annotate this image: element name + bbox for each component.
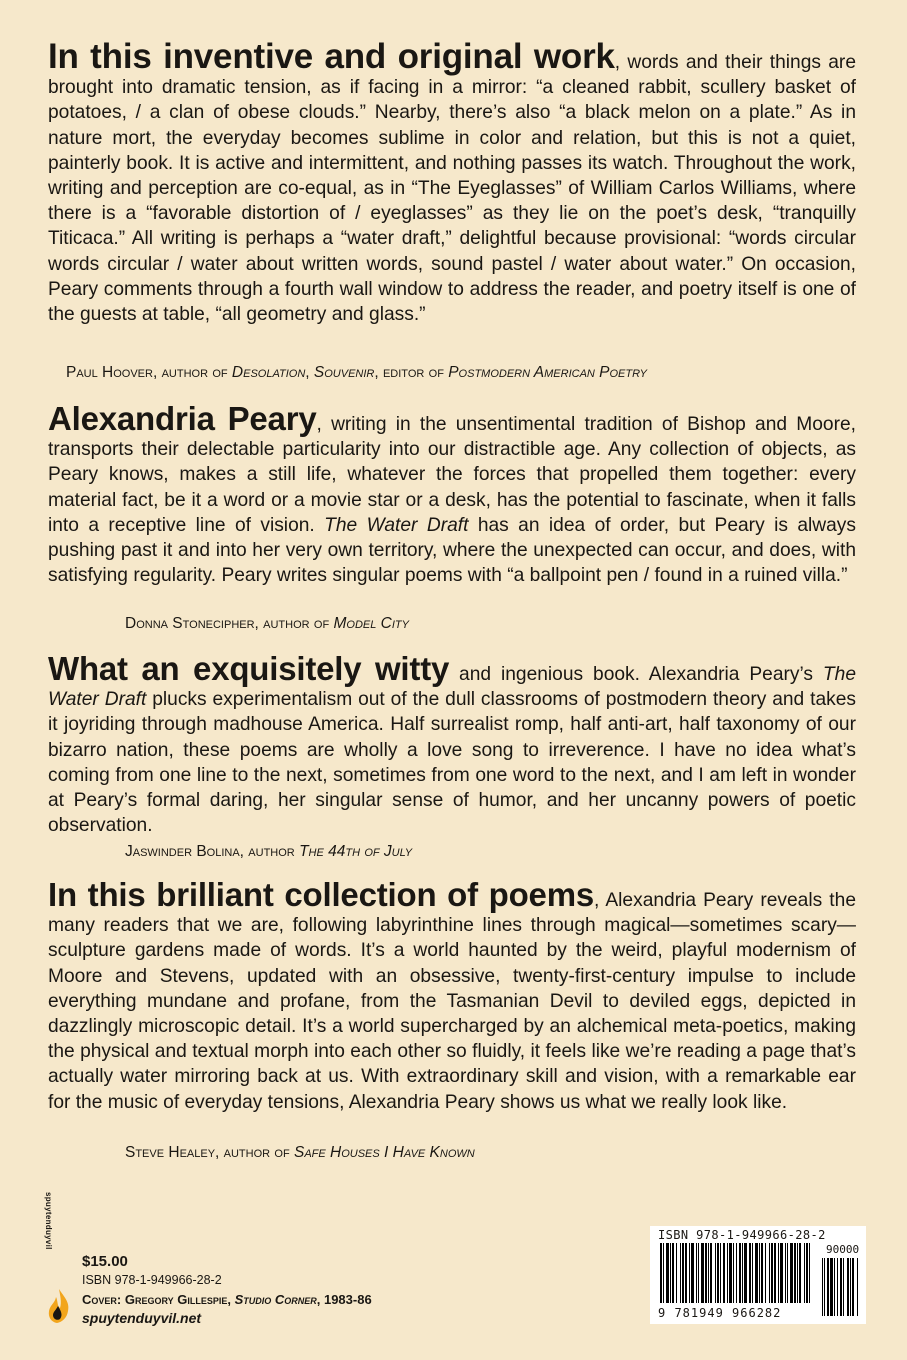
attr-1-work2: Souvenir bbox=[313, 364, 375, 381]
cover-years: , 1983-86 bbox=[316, 1292, 372, 1307]
blurb-4-lead: In this brilliant collection of poems bbox=[48, 876, 594, 913]
barcode-bar bbox=[729, 1243, 732, 1303]
barcode-bar bbox=[666, 1243, 669, 1303]
barcode-bar bbox=[736, 1243, 737, 1303]
barcode-bar bbox=[715, 1243, 716, 1303]
addon-bar bbox=[847, 1258, 849, 1316]
barcode-bar bbox=[698, 1243, 699, 1303]
addon-bar bbox=[840, 1258, 842, 1316]
barcode-bar bbox=[780, 1243, 783, 1303]
addon-bar bbox=[852, 1258, 854, 1316]
barcode-digits: 9 781949 966282 bbox=[658, 1306, 782, 1320]
addon-bar bbox=[827, 1258, 829, 1316]
barcode-bar bbox=[769, 1243, 770, 1303]
barcode-bar bbox=[676, 1243, 677, 1303]
barcode-bar bbox=[804, 1243, 805, 1303]
barcode-bar bbox=[809, 1243, 810, 1303]
publisher-info bbox=[82, 1252, 372, 1328]
attr-3-name: Jaswinder Bolina, author bbox=[125, 843, 300, 860]
addon-bar bbox=[834, 1258, 835, 1316]
blurb-3-title: The Water Draft bbox=[48, 664, 856, 711]
attr-4-work1: Safe Houses I Have Known bbox=[293, 1144, 475, 1161]
barcode-bar bbox=[663, 1243, 664, 1303]
attr-1-sep: , bbox=[305, 364, 314, 381]
barcode-bar bbox=[778, 1243, 779, 1303]
blurb-1-lead: In this inventive and original work bbox=[48, 37, 615, 76]
barcode-bar bbox=[799, 1243, 801, 1303]
blurb-2-body-a: , writing in the unsentimental tradition of Bishop and Moore, transports their delectable particularity into our distractible age. Any collection of objects, as Peary knows, makes a still life, whatever the forces that propelled them together: every material fact, be it a word or a movie star or a desk, has the potential to fascinate, when it falls into a receptive line of vision. bbox=[48, 414, 856, 536]
addon-bar bbox=[857, 1258, 858, 1316]
cover-label: Cover: Gregory Gillespie, bbox=[82, 1292, 235, 1307]
attr-1-work3: Postmodern American Poetry bbox=[448, 364, 647, 381]
cover-credit bbox=[82, 1290, 372, 1309]
barcode-bar bbox=[720, 1243, 721, 1303]
barcode-bar bbox=[794, 1243, 796, 1303]
blurb-1-attribution bbox=[66, 363, 647, 383]
publisher-logo-text: spuytenduyvil bbox=[44, 1192, 53, 1250]
barcode-bar bbox=[705, 1243, 707, 1303]
barcode-bar bbox=[806, 1243, 808, 1303]
blurb-2-attribution bbox=[125, 614, 409, 634]
addon-bar bbox=[824, 1258, 825, 1316]
blurb-3-body-a: and ingenious book. Alexandria Peary’s bbox=[449, 664, 823, 685]
attr-3-work1: The 44th of July bbox=[299, 843, 413, 860]
addon-bar bbox=[830, 1258, 833, 1316]
attr-2-name: Donna Stonecipher, author of bbox=[125, 615, 334, 632]
barcode-bar bbox=[755, 1243, 758, 1303]
isbn: ISBN 978-1-949966-28-2 bbox=[82, 1273, 222, 1287]
barcode-bar bbox=[733, 1243, 734, 1303]
barcode-bar bbox=[660, 1243, 662, 1303]
barcode-bar bbox=[701, 1243, 704, 1303]
addon-bar bbox=[822, 1258, 823, 1316]
barcode-bar bbox=[680, 1243, 681, 1303]
barcode-bar bbox=[759, 1243, 760, 1303]
blurb-2-lead: Alexandria Peary bbox=[48, 400, 317, 437]
blurb-3-body-b: plucks experimentalism out of the dull classrooms of postmodern theory and takes it joyriding through madhouse America. Half surrealist romp, half anti-art, half taxonomy of our bizarro nation, these poems are wholly a love song to irreverence. I have no idea what’s coming from one line to the next, sometimes from one word to the next, and I am left in wonder at Peary’s formal daring, her singular sense of humor, and her uncanny powers of poetic observation. bbox=[48, 689, 856, 837]
blurb-3-attribution bbox=[125, 842, 412, 862]
barcode-bar bbox=[744, 1243, 747, 1303]
barcode-bar bbox=[672, 1243, 674, 1303]
barcode-bar bbox=[710, 1243, 712, 1303]
barcode-bar bbox=[717, 1243, 719, 1303]
barcode-bar bbox=[696, 1243, 697, 1303]
addon-bar bbox=[837, 1258, 838, 1316]
blurb-2-body-b: has an idea of order, but Peary is always pushing past it and into her very own territory, where the unexpected can occur, and does, with satisfying regularity. Peary writes singular poems with “a ballpoint pen / found in a ruined villa.” bbox=[48, 514, 856, 587]
blurb-3-lead: What an exquisitely witty bbox=[48, 650, 450, 687]
barcode-bar bbox=[752, 1243, 753, 1303]
publisher-logo bbox=[44, 1192, 60, 1252]
barcode-bar bbox=[761, 1243, 763, 1303]
attr-2-work1: Model City bbox=[333, 615, 409, 632]
barcode-isbn: ISBN 978-1-949966-28-2 bbox=[658, 1228, 826, 1242]
barcode-bar bbox=[685, 1243, 687, 1303]
barcode-bar bbox=[749, 1243, 751, 1303]
barcode-bar bbox=[723, 1243, 725, 1303]
barcode-bar bbox=[790, 1243, 793, 1303]
barcode-bar bbox=[765, 1243, 766, 1303]
barcode-addon: 90000 bbox=[826, 1243, 860, 1256]
barcode-bar bbox=[739, 1243, 741, 1303]
website-link[interactable]: spuytenduyvil.net bbox=[82, 1310, 202, 1326]
blurb-4-body: , Alexandria Peary reveals the many readers that we are, following labyrinthine lines through magical—sometimes scary—sculpture gardens made of words. It’s a world haunted by the weird, playful modernism of Moore and Stevens, updated with an obsessive, twenty-first-century impulse to include everything mundane and profane, from the Tasmanian Devil to deviled eggs, depicted in dazzlingly microscopic detail. It’s a world supercharged by an alchemical meta-poetics, making the physical and textual morph into each other so fluidly, it feels like we’re reading a page that’s actually water mirroring back at us. With extraordinary skill and vision, with a remarkable ear for the music of everyday tensions, Alexandria Peary shows us what we really look like. bbox=[48, 890, 856, 1113]
attr-4-name: Steve Healey, author of bbox=[125, 1144, 294, 1161]
blurb-1 bbox=[48, 37, 856, 327]
blurb-2 bbox=[48, 400, 856, 588]
barcode-bar bbox=[774, 1243, 776, 1303]
attr-1-mid: , editor of bbox=[374, 364, 449, 381]
addon-bar bbox=[850, 1258, 851, 1316]
price: $15.00 bbox=[82, 1253, 128, 1270]
barcode-bar bbox=[691, 1243, 694, 1303]
barcode-bar bbox=[797, 1243, 798, 1303]
barcode-bar bbox=[727, 1243, 728, 1303]
addon-bar bbox=[843, 1258, 844, 1316]
cover-title: Studio Corner bbox=[234, 1292, 317, 1307]
blurb-4 bbox=[48, 876, 856, 1115]
blurb-1-body: , words and their things are brought into dramatic tension, as if facing in a mirror: “a cleaned rabbit, scullery basket of potatoes, / a clan of obese clouds.” Nearby, there’s also “a black melon on a plate.” As in nature mort, the everyday becomes sublime in color and relation, but this is not a quiet, painterly book. It is active and intermittent, and nothing passes its watch. Throughout the work, writing and perception are co-equal, as in “The Eyeglasses” of William Carlos Williams, where there is a “favorable distortion of / eyeglasses” as they lie on the poet’s desk, “tranquilly Titicaca.” All writing is perhaps a “water draft,” delightful because provisional: “words circular words circular / water about written words, sound pastel / water about water.” On occasion, Peary comments through a fourth wall window to address the reader, and poetry itself is one of the guests at table, “all geometry and glass.” bbox=[48, 52, 856, 326]
blurb-3 bbox=[48, 650, 856, 838]
blurb-2-title: The Water Draft bbox=[324, 514, 469, 536]
barcode-bar bbox=[682, 1243, 684, 1303]
attr-1-name: Paul Hoover, author of bbox=[66, 364, 232, 381]
barcode bbox=[650, 1226, 866, 1324]
barcode-bar bbox=[742, 1243, 743, 1303]
barcode-bar bbox=[785, 1243, 786, 1303]
barcode-bar bbox=[787, 1243, 788, 1303]
barcode-bar bbox=[689, 1243, 690, 1303]
barcode-bar bbox=[708, 1243, 709, 1303]
barcode-bar bbox=[771, 1243, 773, 1303]
blurb-4-attribution bbox=[125, 1143, 475, 1163]
attr-1-work1: Desolation bbox=[231, 364, 306, 381]
flame-icon bbox=[46, 1288, 72, 1324]
barcode-bar bbox=[670, 1243, 671, 1303]
